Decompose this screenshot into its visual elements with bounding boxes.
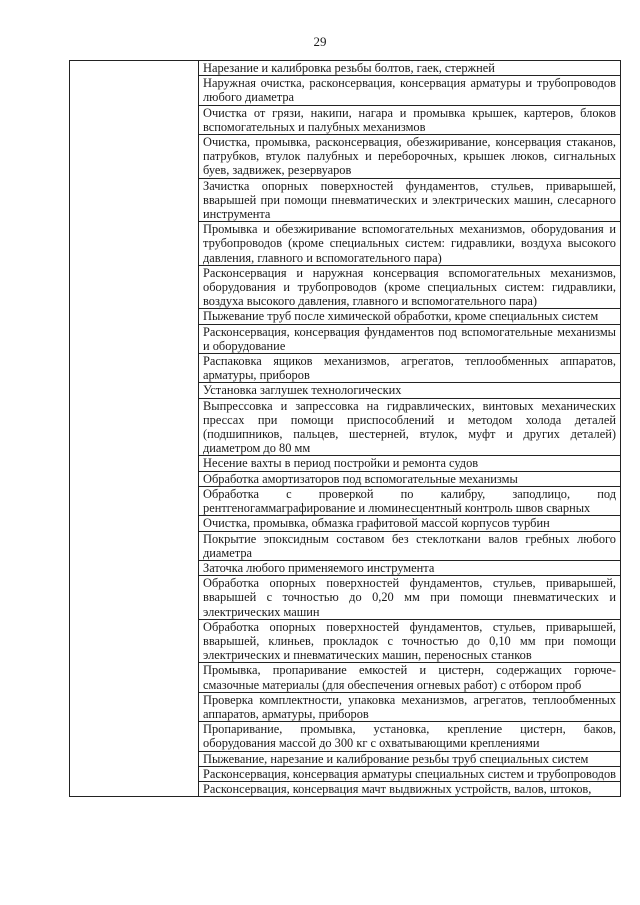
work-item-cell: Расконсервация, консервация фундаментов под вспомогательные механизмы и оборудование [199,324,621,353]
work-item-cell: Зачистка опорных поверхностей фундаментов, стульев, приварышей, вварышей при помощи пневматических и электрических машин, слесарного инструмента [199,178,621,222]
work-item-cell: Обработка амортизаторов под вспомогательные механизмы [199,471,621,486]
table-row [70,61,621,76]
work-item-cell: Пропаривание, промывка, установка, крепление цистерн, баков, оборудования массой до 300 кг с охватывающими креплениями [199,722,621,751]
work-item-cell: Нарезание и калибровка резьбы болтов, гаек, стержней [199,61,621,76]
work-item-cell: Расконсервация, консервация мачт выдвижных устройств, валов, штоков, [199,781,621,796]
work-item-cell: Очистка от грязи, накипи, нагара и промывка крышек, картеров, блоков вспомогательных и палубных механизмов [199,105,621,134]
work-item-cell: Распаковка ящиков механизмов, агрегатов, теплообменных аппаратов, арматуры, приборов [199,354,621,383]
work-item-cell: Расконсервация и наружная консервация вспомогательных механизмов, оборудования и трубопроводов (кроме специальных систем: гидравлики, воздуха высокого давления, главного и вспомогательного пара) [199,265,621,309]
work-item-cell: Выпрессовка и запрессовка на гидравлических, винтовых механических прессах при помощи приспособлений и методом холода деталей (подшипников, пальцев, шестерней, втулок, муфт и других деталей) диаметром до 80 мм [199,398,621,456]
work-item-cell: Обработка с проверкой по калибру, заподлицо, под рентгеногаммаграфирование и люминесцентный контроль швов сварных [199,486,621,515]
work-list-table [69,60,621,797]
work-item-cell: Очистка, промывка, обмазка графитовой массой корпусов турбин [199,516,621,531]
work-item-cell: Пыжевание труб после химической обработки, кроме специальных систем [199,309,621,324]
work-item-cell: Установка заглушек технологических [199,383,621,398]
work-item-cell: Несение вахты в период постройки и ремонта судов [199,456,621,471]
work-item-cell: Обработка опорных поверхностей фундаментов, стульев, приварышей, вварышей, клиньев, прокладок с точностью до 0,10 мм при помощи электрических и пневматических машин, переносных станков [199,619,621,663]
work-item-cell: Очистка, промывка, расконсервация, обезжиривание, консервация стаканов, патрубков, втулок палубных и переборочных, крышек люков, сигнальных буев, задвижек, резервуаров [199,135,621,179]
work-item-cell: Промывка и обезжиривание вспомогательных механизмов, оборудования и трубопроводов (кроме специальных систем: гидравлики, воздуха высокого давления, главного и вспомогательного пара) [199,222,621,266]
work-item-cell: Расконсервация, консервация арматуры специальных систем и трубопроводов [199,766,621,781]
work-item-cell: Пыжевание, нарезание и калибрование резьбы труб специальных систем [199,751,621,766]
work-item-cell: Заточка любого применяемого инструмента [199,560,621,575]
work-item-cell: Обработка опорных поверхностей фундаментов, стульев, приварышей, вварышей с точностью до 0,20 мм при помощи пневматических и электрических машин [199,576,621,620]
work-item-cell: Промывка, пропаривание емкостей и цистерн, содержащих горюче-смазочные материалы (для обеспечения огневых работ) с отбором проб [199,663,621,692]
left-empty-column [70,61,199,797]
page-number: 29 [313,34,327,49]
work-item-cell: Проверка комплектности, упаковка механизмов, агрегатов, теплообменных аппаратов, арматуры, приборов [199,692,621,721]
work-item-cell: Наружная очистка, расконсервация, консервация арматуры и трубопроводов любого диаметра [199,76,621,105]
table-body [70,61,621,797]
work-item-cell: Покрытие эпоксидным составом без стеклоткани валов гребных любого диаметра [199,531,621,560]
